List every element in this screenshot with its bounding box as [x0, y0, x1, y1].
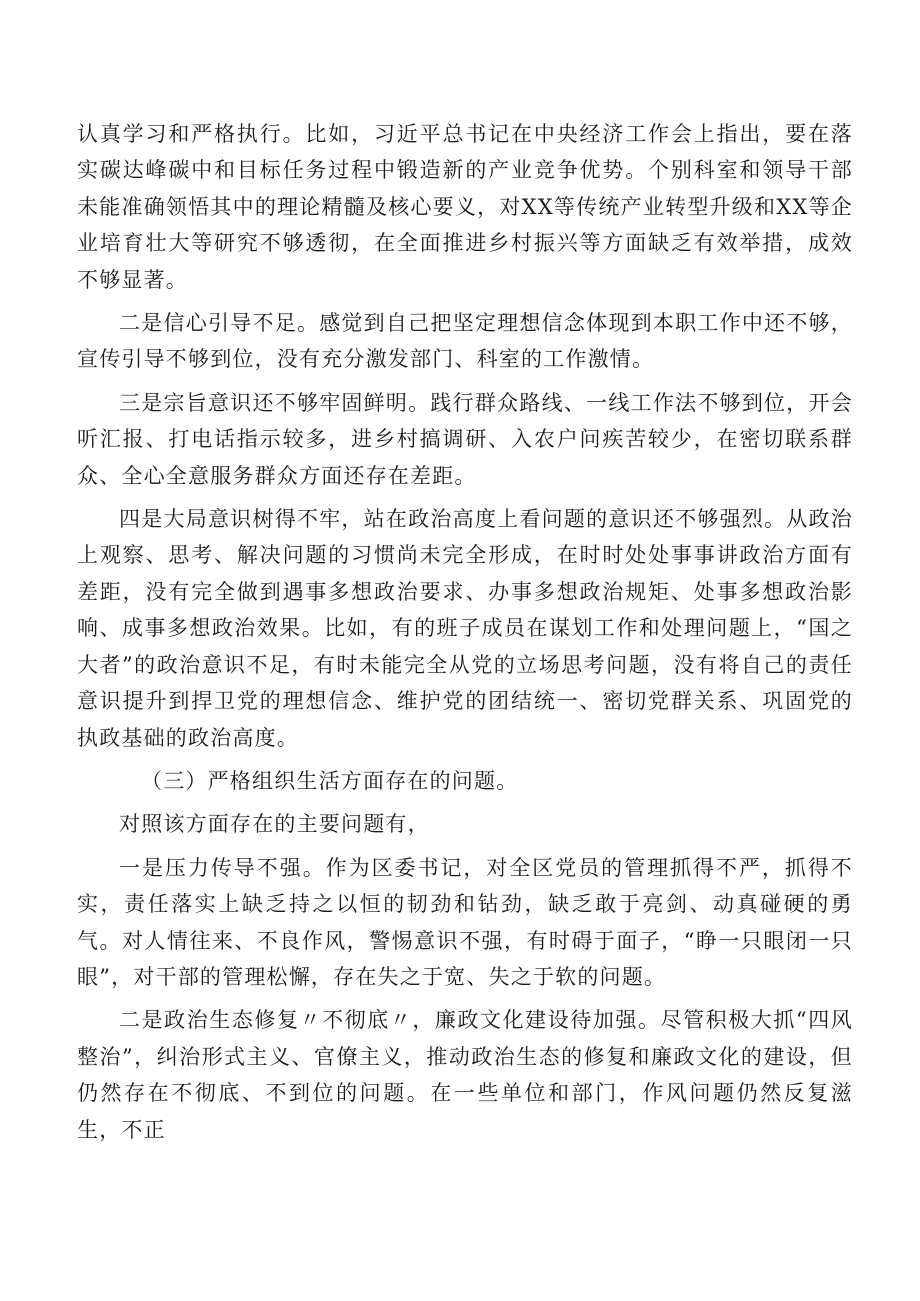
paragraph-political-ecology: 二是政治生态修复〃不彻底〃，廉政文化建设待加强。尽管积极大抓“四风整治”，纠治形式主义、官僚主义，推动政治生态的修复和廉政文化的建设，但仍然存在不彻底、不到位的问题。在一些单位和部门，作风问题仍然反复滋生，不正: [77, 1008, 853, 1142]
paragraph-purpose-awareness: 三是宗旨意识还不够牢固鲜明。践行群众路线、一线工作法不够到位，开会听汇报、打电话指示较多，进乡村搞调研、入农户问疾苦较少，在密切联系群众、全心全意服务群众方面还存在差距。: [77, 390, 853, 488]
document-body: [77, 116, 853, 1155]
paragraph-intro-problems: 对照该方面存在的主要问题有，: [119, 812, 430, 837]
section-heading-organization-life: （三）严格组织生活方面存在的问题。: [141, 768, 519, 793]
paragraph-overall-awareness: 四是大局意识树得不牢，站在政治高度上看问题的意识还不够强烈。从政治上观察、思考、解决问题的习惯尚未完全形成，在时时处处事事讲政治方面有差距，没有完全做到遇事多想政治要求、办事多想政治规矩、处事多想政治影响、成事多想政治效果。比如，有的班子成员在谋划工作和处理问题上，“国之大者”的政治意识不足，有时未能完全从党的立场思考问题，没有将自己的责任意识提升到捍卫党的理想信念、维护党的团结统一、密切党群关系、巩固党的执政基础的政治高度。: [77, 507, 853, 750]
paragraph-confidence-guidance: 二是信心引导不足。感觉到自己把坚定理想信念体现到本职工作中还不够，宣传引导不够到位，没有充分激发部门、科室的工作激情。: [77, 311, 853, 372]
paragraph-pressure-transmission: 一是压力传导不强。作为区委书记，对全区党员的管理抓得不严，抓得不实，责任落实上缺乏持之以恒的韧劲和钻劲，缺乏敢于亮剑、动真碰硬的勇气。对人情往来、不良作风，警惕意识不强，有时碍于面子，“睁一只眼闭一只眼”，对干部的管理松懈，存在失之于宽、失之于软的问题。: [77, 855, 853, 989]
paragraph-continuation: 认真学习和严格执行。比如，习近平总书记在中央经济工作会上指出，要在落实碳达峰碳中和目标任务过程中锻造新的产业竞争优势。个别科室和领导干部未能准确领悟其中的理论精髓及核心要义，对XX等传统产业转型升级和XX等企业培育壮大等研究不够透彻，在全面推进乡村振兴等方面缺乏有效举措，成效不够显著。: [77, 122, 853, 292]
